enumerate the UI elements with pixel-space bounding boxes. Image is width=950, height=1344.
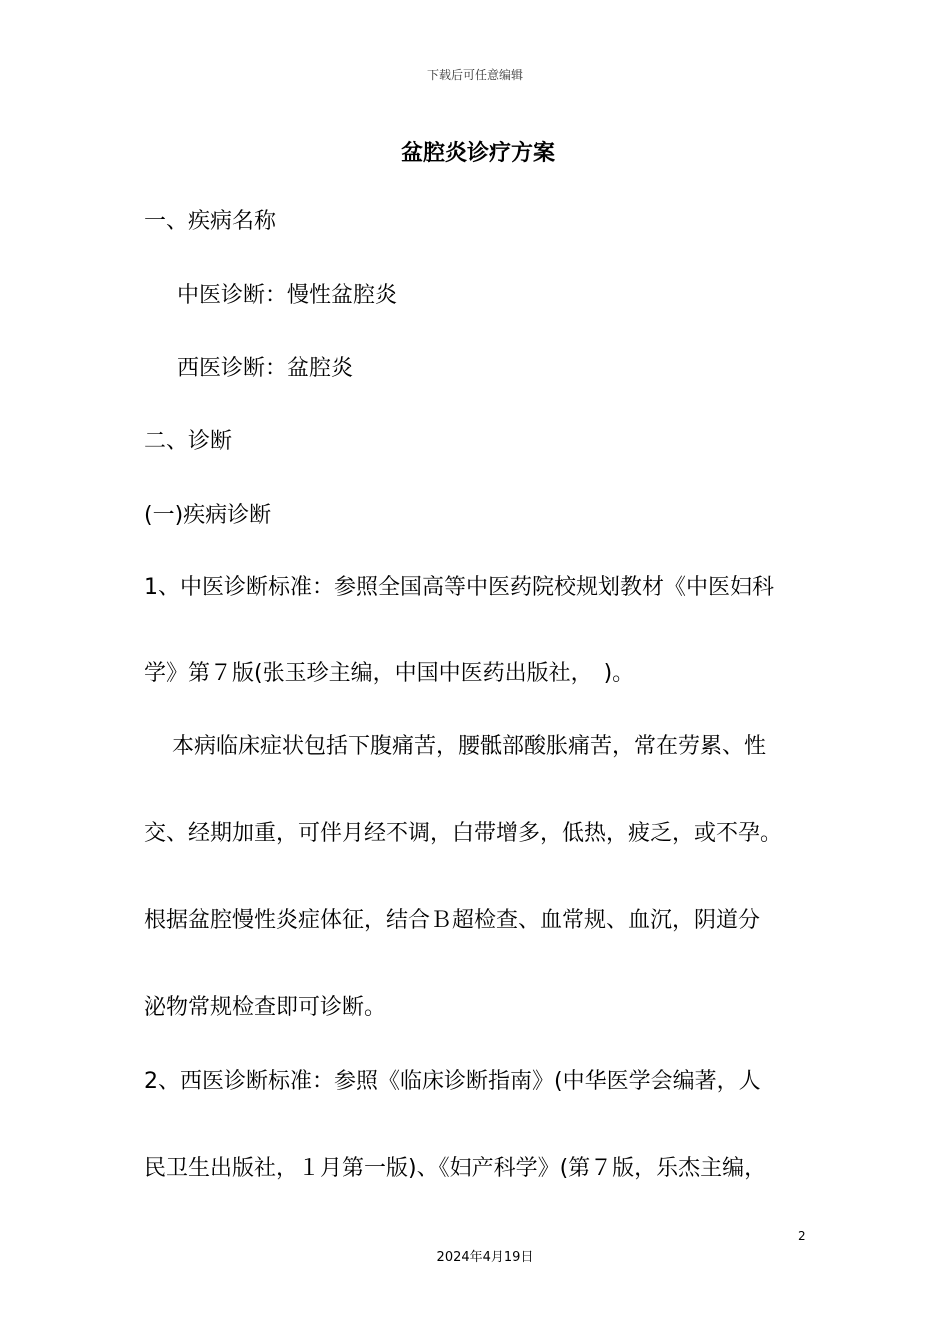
subsection-heading-disease-diagnosis: (一)疾病诊断 <box>144 503 272 528</box>
paragraph-line: 1、中医诊断标准：参照全国高等中医药院校规划教材《中医妇科 <box>144 575 774 600</box>
paragraph-line: 根据盆腔慢性炎症体征，结合Ｂ超检查、血常规、血沉，阴道分 <box>144 908 761 933</box>
footer-date: 2024年4月19日 <box>436 1250 534 1265</box>
paragraph-line: 交、经期加重，可伴月经不调，白带增多，低热，疲乏，或不孕。 <box>144 821 783 846</box>
document-title: 盆腔炎诊疗方案 <box>400 141 555 166</box>
tcm-diagnosis-line: 中医诊断：慢性盆腔炎 <box>177 283 398 308</box>
header-note: 下载后可任意编辑 <box>426 68 523 82</box>
paragraph-line: 泌物常规检查即可诊断。 <box>144 995 387 1020</box>
section-heading-diagnosis: 二、诊断 <box>144 429 233 454</box>
paragraph-line: 2、西医诊断标准：参照《临床诊断指南》(中华医学会编著，人 <box>144 1069 761 1094</box>
page-number: 2 <box>798 1229 806 1243</box>
paragraph-line: 民卫生出版社，１月第一版)、《妇产科学》(第７版，乐杰主编， <box>144 1156 767 1181</box>
paragraph-line: 本病临床症状包括下腹痛苦，腰骶部酸胀痛苦，常在劳累、性 <box>172 734 767 759</box>
paragraph-line: 学》第７版(张玉珍主编，中国中医药出版社， )。 <box>144 661 635 686</box>
section-heading-disease-name: 一、疾病名称 <box>144 209 277 234</box>
western-diagnosis-line: 西医诊断：盆腔炎 <box>177 356 354 381</box>
